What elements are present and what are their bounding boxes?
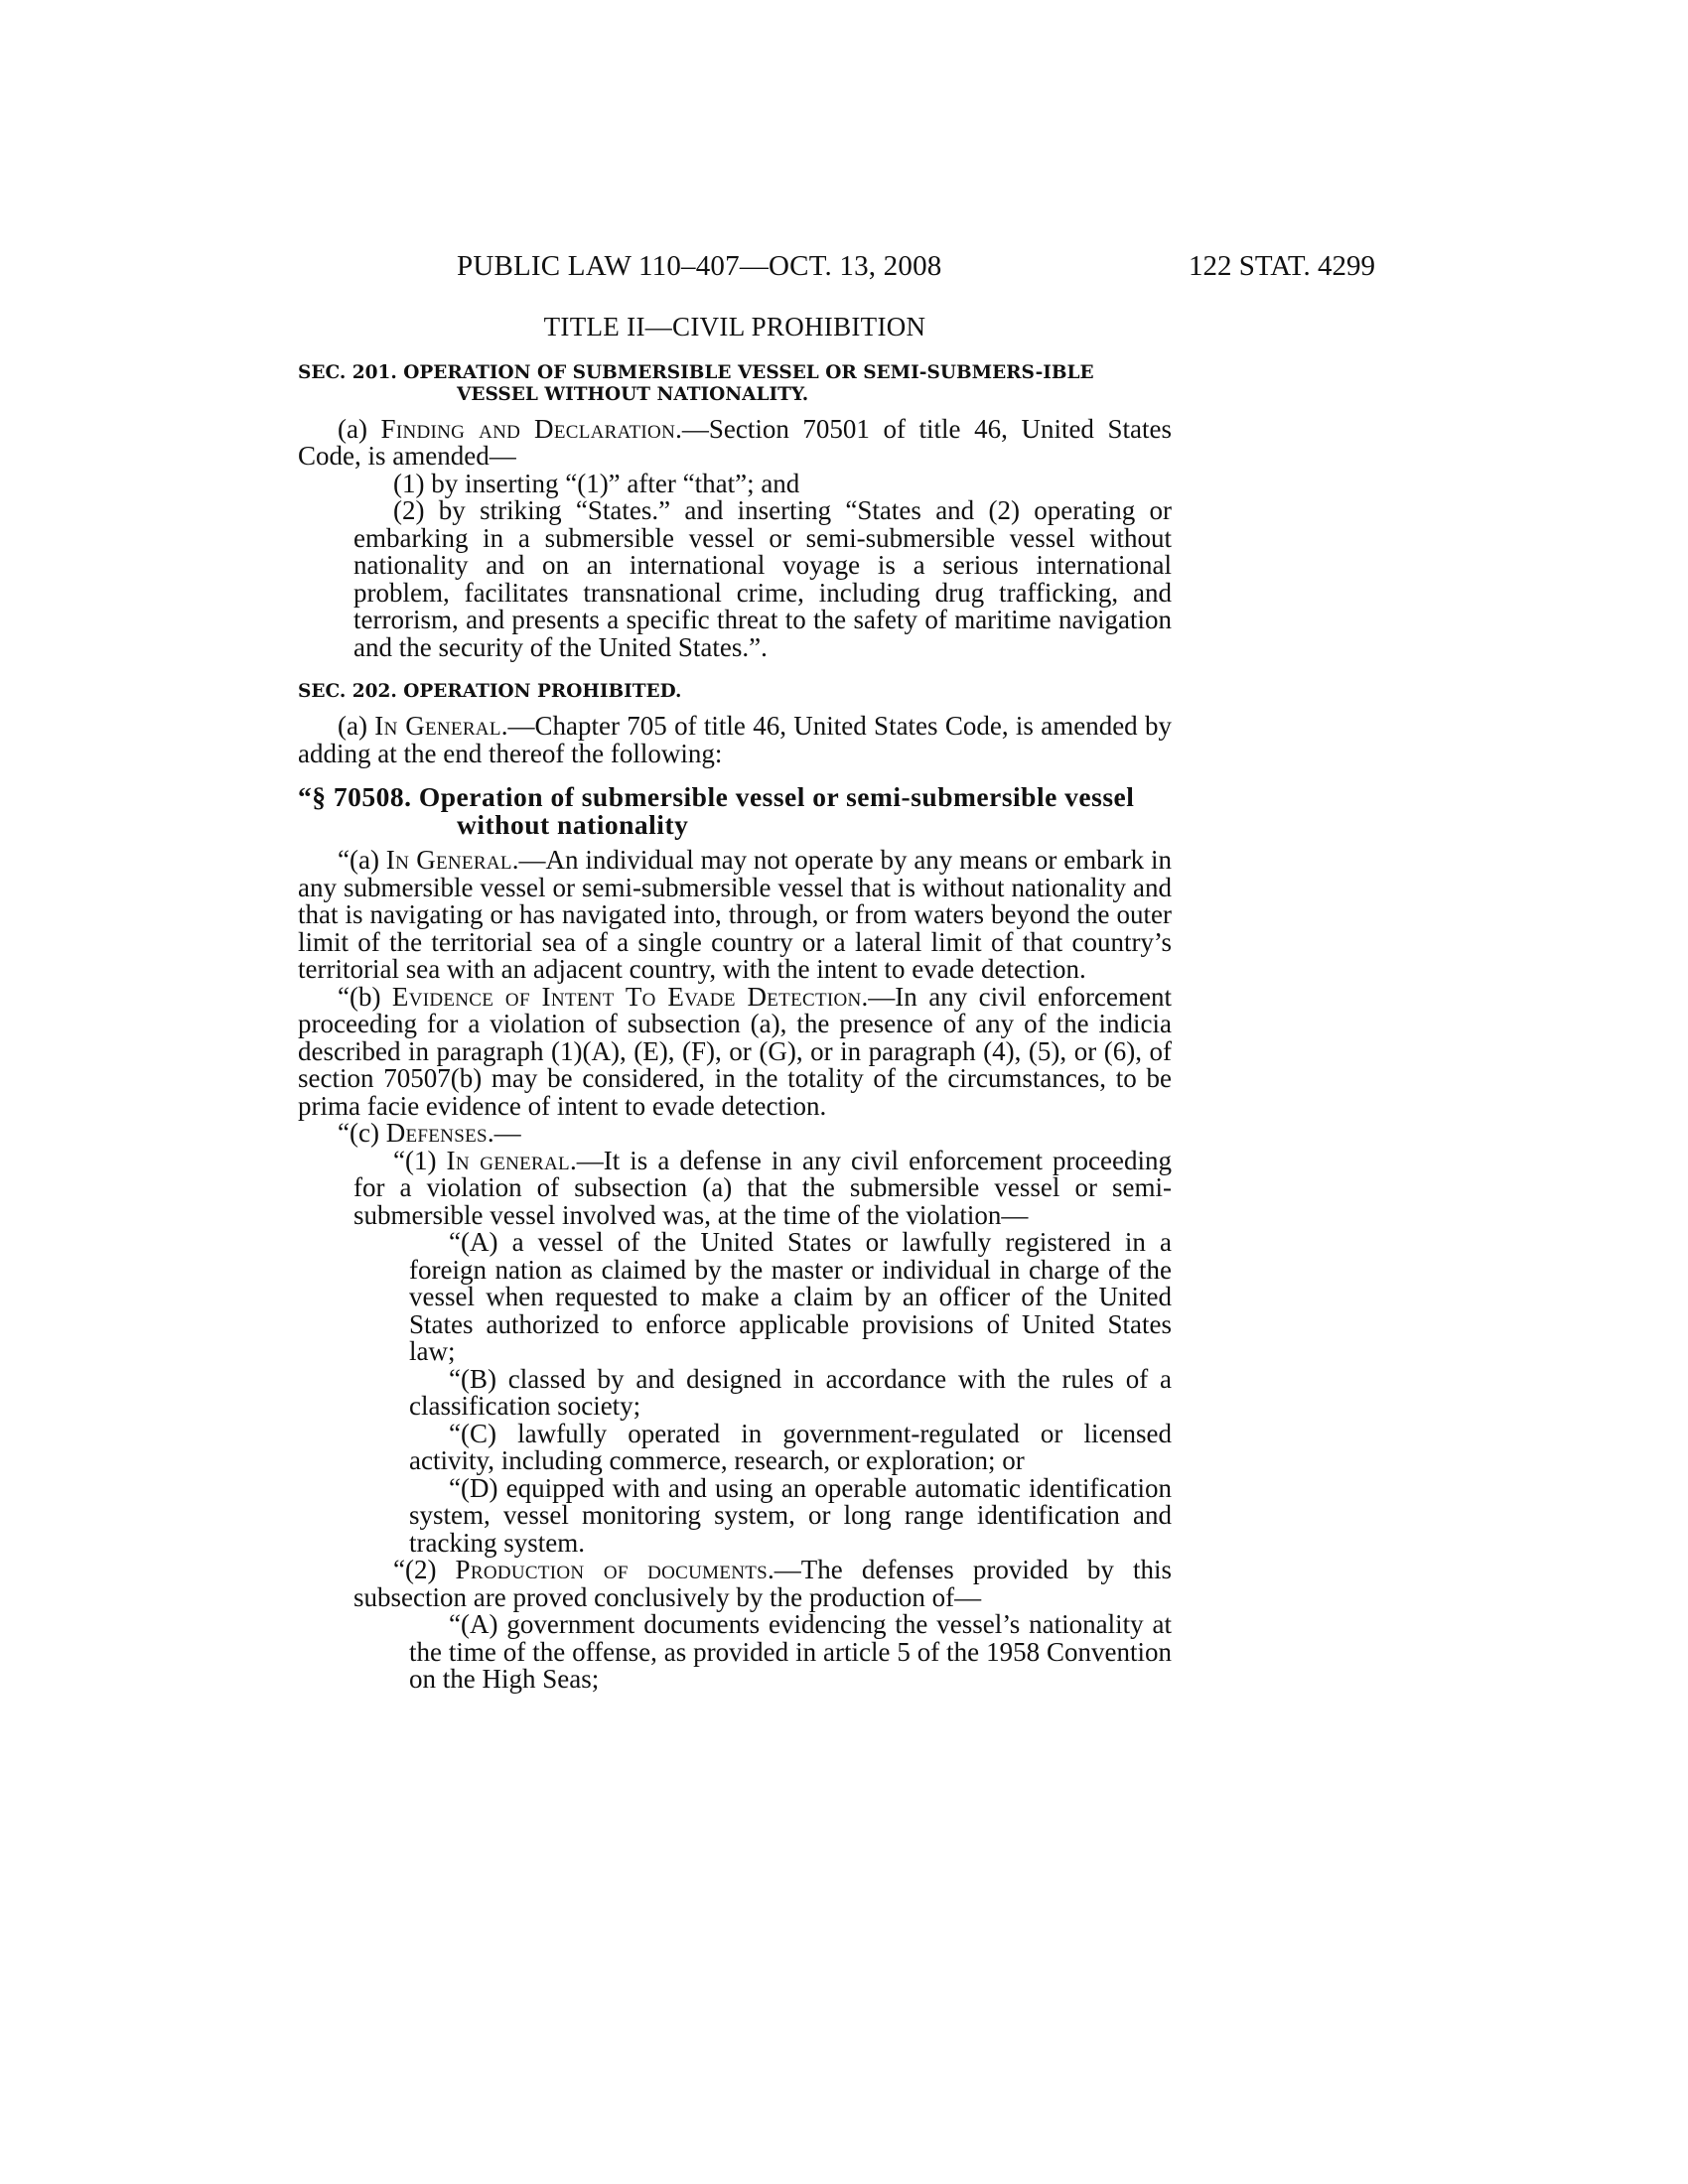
section-201-a: (a) Finding and Declaration.—Section 70501 of title 46, United States Code, is amended— [298,413,1172,471]
section-70508-heading: “§ 70508. Operation of submersible vessel or semi-submersible vessel without nationality [298,781,1135,840]
section-70508-c-2-A: “(A) government documents evidencing the vessel’s nationality at the time of the offense, as provided in article 5 of the 1958 Convention on the High Seas; [409,1609,1172,1694]
section-202-heading: SEC. 202. OPERATION PROHIBITED. [298,681,682,702]
section-201-heading: SEC. 201. OPERATION OF SUBMERSIBLE VESSEL OR SEMI-SUBMERS-IBLE VESSEL WITHOUT NATIONALITY. [298,361,1094,405]
section-70508-c-2: “(2) Production of documents.—The defenses provided by this subsection are proved conclusively by the production of— [353,1555,1173,1612]
section-202-a: (a) In General.—Chapter 705 of title 46, United States Code, is amended by adding at the end thereof the following: [298,711,1172,768]
law-citation: PUBLIC LAW 110–407—OCT. 13, 2008 [457,250,942,282]
title-heading: TITLE II—CIVIL PROHIBITION [543,312,926,341]
subsection-caption: Defenses [385,1118,488,1148]
section-70508-c-1-A: “(A) a vessel of the United States or lawfully registered in a foreign nation as claimed by the master or individual in charge of the vessel when requested to make a claim by an officer of the United States authorized to enforce applicable provisions of United States law; [409,1227,1172,1366]
section-201-a-1: (1) by inserting “(1)” after “that”; and [393,468,800,498]
paragraph-caption: Production of documents [455,1555,769,1584]
running-head [298,250,1375,290]
subsection-caption: In General [374,711,501,741]
document-body [298,314,1172,1694]
section-70508-c-1: “(1) In general.—It is a defense in any civil enforcement proceeding for a violation of subsection (a) that the submersible vessel or semi-submersible vessel involved was, at the time of the violation— [353,1145,1172,1230]
section-201-a-2: (2) by striking “States.” and inserting “States and (2) operating or embarking in a submersible vessel or semi-submersible vessel without nationality and on an international voyage is a serious international problem, facilitates transnational crime, including drug trafficking, and terrorism, and presents a specific threat to the safety of maritime navigation and the security of the United States.”. [353,495,1172,662]
subsection-caption: Evidence of Intent To Evade Detection [391,981,862,1012]
section-70508-b: “(b) Evidence of Intent To Evade Detection.—In any civil enforcement proceeding for a violation of subsection (a), the presence of any of the indicia described in paragraph (1)(A), (E), (F), or (G), or in paragraph (4), (5), or (6), of section 70507(b) may be considered, in the totality of the circumstances, to be prima facie evidence of intent to evade detection. [298,981,1173,1121]
subsection-caption: In General [385,845,512,875]
statute-page-number: 122 STAT. 4299 [1188,250,1375,282]
section-70508-c-1-D: “(D) equipped with and using an operable automatic identification system, vessel monitoring system, or long range identification and tracking system. [409,1472,1172,1558]
section-70508-a: “(a) In General.—An individual may not operate by any means or embark in any submersible vessel or semi-submersible vessel that is without nationality and that is navigating or has navigated into, through, or from waters beyond the outer limit of the territorial sea of a single country or a lateral limit of that country’s territorial sea with an adjacent country, with the intent to evade detection. [298,845,1172,984]
subsection-caption: Finding and Declaration [380,413,676,444]
section-70508-c-1-C: “(C) lawfully operated in government-regulated or licensed activity, including commerce, research, or exploration; or [409,1418,1172,1475]
section-70508-c: “(c) Defenses.— [338,1118,521,1148]
section-70508-c-1-B: “(B) classed by and designed in accordance with the rules of a classification society; [409,1363,1172,1421]
paragraph-caption: In general [446,1145,570,1175]
